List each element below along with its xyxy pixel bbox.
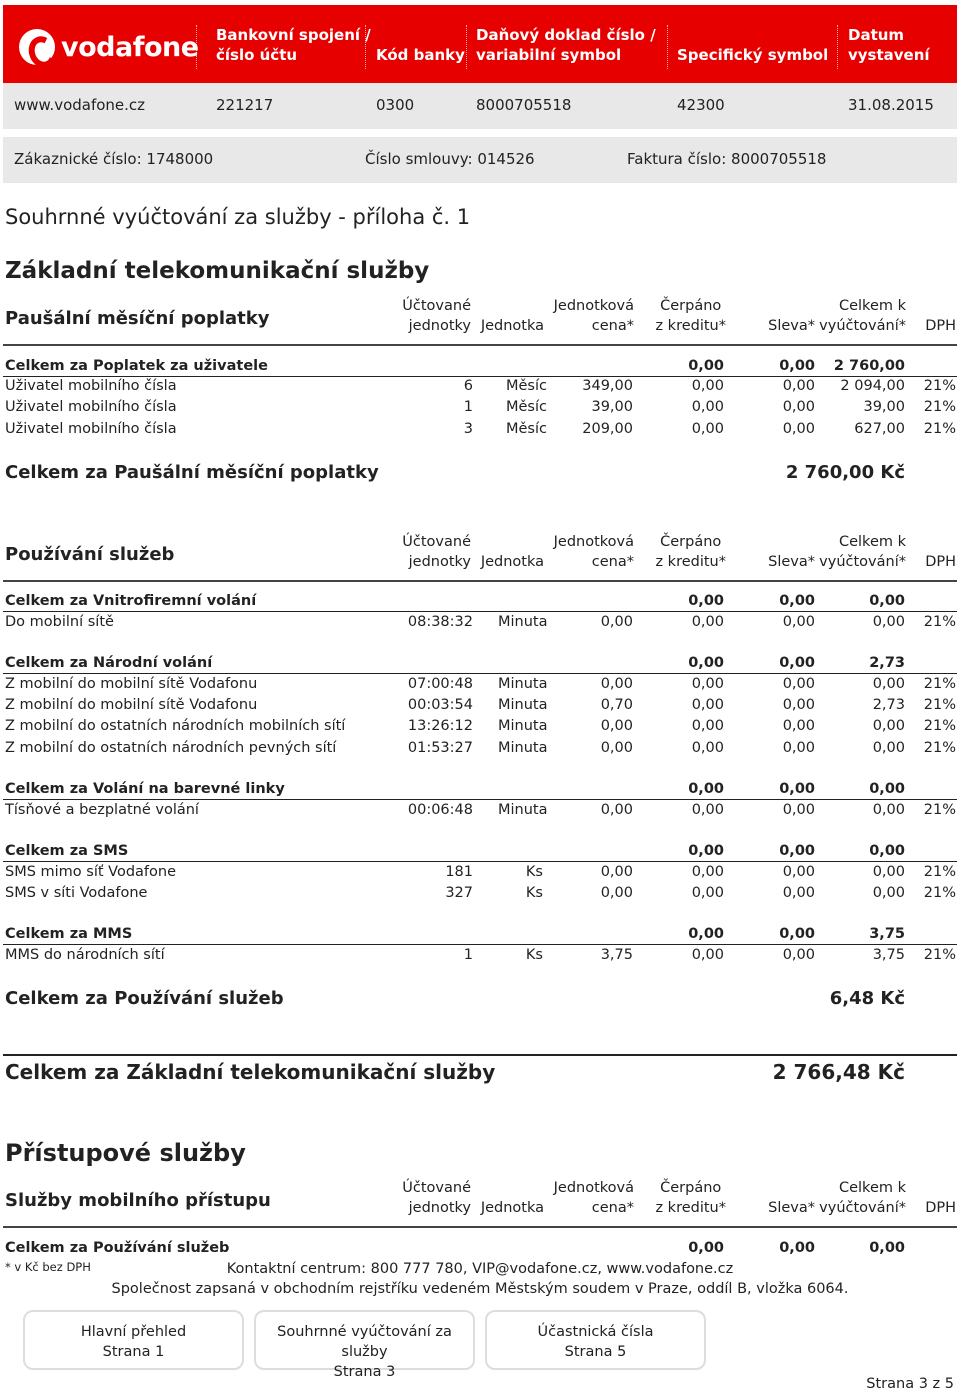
table-title: Používání služeb — [5, 544, 175, 565]
section-sum-value: 2 760,00 Kč — [785, 462, 905, 483]
section-title-basic: Základní telekomunikační služby — [5, 258, 430, 284]
table-title: Služby mobilního přístupu — [5, 1190, 271, 1211]
divider — [3, 1054, 957, 1056]
nav-main-overview-button[interactable]: Hlavní přehled Strana 1 — [23, 1310, 244, 1370]
table-row: Z mobilní do mobilní sítě Vodafonu 00:03:54 Minuta 0,70 0,00 0,00 2,73 21% — [5, 697, 956, 713]
footnote: * v Kč bez DPH — [5, 1260, 91, 1274]
table-title: Paušální měsíční poplatky — [5, 308, 270, 329]
table-row: Uživatel mobilního čísla 3 Měsíc 209,00 0,00 0,00 627,00 21% — [5, 421, 956, 437]
col-discount-header: Sleva* — [768, 318, 815, 334]
company-line: Společnost zapsaná v obchodním rejstříku vedeném Městským soudem v Praze, oddíl B, vložka 6064. — [111, 1281, 849, 1297]
group-row: Celkem za MMS 0,00 0,00 3,75 — [3, 924, 957, 945]
table-row: Z mobilní do ostatních národních mobilních sítí 13:26:12 Minuta 0,00 0,00 0,00 0,00 21% — [5, 718, 956, 734]
tax-doc-value: 8000705518 — [476, 96, 572, 114]
nav-subscriber-numbers-button[interactable]: Účastnická čísla Strana 5 — [485, 1310, 706, 1370]
vodafone-speechmark-icon — [19, 29, 55, 65]
page-number: Strana 3 z 5 — [866, 1376, 954, 1392]
issue-date-value: 31.08.2015 — [848, 96, 934, 114]
col-credit-header: Čerpáno z kreditu* — [655, 298, 726, 334]
bank-code-value: 0300 — [376, 96, 415, 114]
vodafone-logo — [19, 29, 199, 65]
customer-band — [3, 137, 957, 183]
table-header-usage: Používání služeb Účtované jednotky Jednotka Jednotková cena* Čerpáno z kreditu* Sleva* Celkem k vyúčtování* DPH — [3, 532, 957, 582]
header-bar — [3, 5, 957, 83]
group-row: Celkem za Poplatek za uživatele 0,00 0,00 2 760,00 — [3, 356, 957, 377]
table-row: MMS do národních sítí 1 Ks 3,75 0,00 0,00 3,75 21% — [5, 947, 956, 963]
section-sum-label: Celkem za Používání služeb — [5, 988, 284, 1009]
col-units-header: Účtované jednotky — [402, 298, 471, 334]
group-row: Celkem za Používání služeb 0,00 0,00 0,00 — [5, 1240, 905, 1256]
spec-symbol-value: 42300 — [677, 96, 725, 114]
header-values-band — [3, 83, 957, 129]
table-header-mobile-access: Služby mobilního přístupu Účtované jednotky Jednotka Jednotková cena* Čerpáno z kreditu* Sleva* Celkem k vyúčtování* DPH — [3, 1178, 957, 1228]
table-row: Tísňové a bezplatné volání 00:06:48 Minuta 0,00 0,00 0,00 0,00 21% — [5, 802, 956, 818]
table-row: Do mobilní sítě 08:38:32 Minuta 0,00 0,00 0,00 0,00 21% — [5, 614, 956, 630]
invoice-number: Faktura číslo: 8000705518 — [627, 150, 827, 168]
group-row: Celkem za Vnitrofiremní volání 0,00 0,00 0,00 — [3, 591, 957, 612]
brand-name: vodafone — [61, 31, 199, 63]
section-sum-value: 6,48 Kč — [829, 988, 905, 1009]
col-bank-header: Bankovní spojení / číslo účtu — [216, 26, 371, 64]
account-value: 221217 — [216, 96, 274, 114]
contact-line: Kontaktní centrum: 800 777 780, VIP@vodafone.cz, www.vodafone.cz — [226, 1261, 734, 1277]
contract-number: Číslo smlouvy: 014526 — [365, 150, 535, 168]
col-tax-header: Daňový doklad číslo / variabilní symbol — [476, 26, 656, 64]
table-row: Z mobilní do mobilní sítě Vodafonu 07:00:48 Minuta 0,00 0,00 0,00 0,00 21% — [5, 676, 956, 692]
customer-number: Zákaznické číslo: 1748000 — [14, 150, 214, 168]
nav-summary-button[interactable]: Souhrnné vyúčtování za služby Strana 3 — [254, 1310, 475, 1370]
col-spec-header: Specifický symbol — [677, 46, 829, 64]
web-link[interactable]: www.vodafone.cz — [14, 96, 146, 114]
col-date-header: Datum vystavení — [848, 26, 930, 64]
col-unit-header: Jednotka — [480, 318, 544, 334]
table-row: SMS mimo síť Vodafone 181 Ks 0,00 0,00 0,00 0,00 21% — [5, 864, 956, 880]
col-price-header: Jednotková cena* — [553, 298, 634, 334]
document-subtitle: Souhrnné vyúčtování za služby - příloha č. 1 — [5, 205, 471, 229]
table-row: SMS v síti Vodafone 327 Ks 0,00 0,00 0,00 0,00 21% — [5, 885, 956, 901]
table-header-flat-fees — [3, 296, 957, 346]
table-row: Uživatel mobilního čísla 1 Měsíc 39,00 0,00 0,00 39,00 21% — [5, 399, 956, 415]
col-vat-header: DPH — [925, 318, 956, 334]
grand-total-value: 2 766,48 Kč — [772, 1060, 905, 1084]
section-title-access: Přístupové služby — [5, 1139, 246, 1167]
table-row: Uživatel mobilního čísla 6 Měsíc 349,00 0,00 0,00 2 094,00 21% — [5, 378, 956, 394]
col-code-header: Kód banky — [376, 46, 465, 64]
table-row: Z mobilní do ostatních národních pevných sítí 01:53:27 Minuta 0,00 0,00 0,00 0,00 21% — [5, 740, 956, 756]
grand-total-label: Celkem za Základní telekomunikační služby — [5, 1060, 496, 1084]
group-row: Celkem za SMS 0,00 0,00 0,00 — [3, 841, 957, 862]
group-row: Celkem za Volání na barevné linky 0,00 0,00 0,00 — [3, 779, 957, 800]
section-sum-label: Celkem za Paušální měsíční poplatky — [5, 462, 379, 483]
col-total-header: Celkem k vyúčtování* — [819, 298, 906, 334]
group-row: Celkem za Národní volání 0,00 0,00 2,73 — [3, 653, 957, 674]
